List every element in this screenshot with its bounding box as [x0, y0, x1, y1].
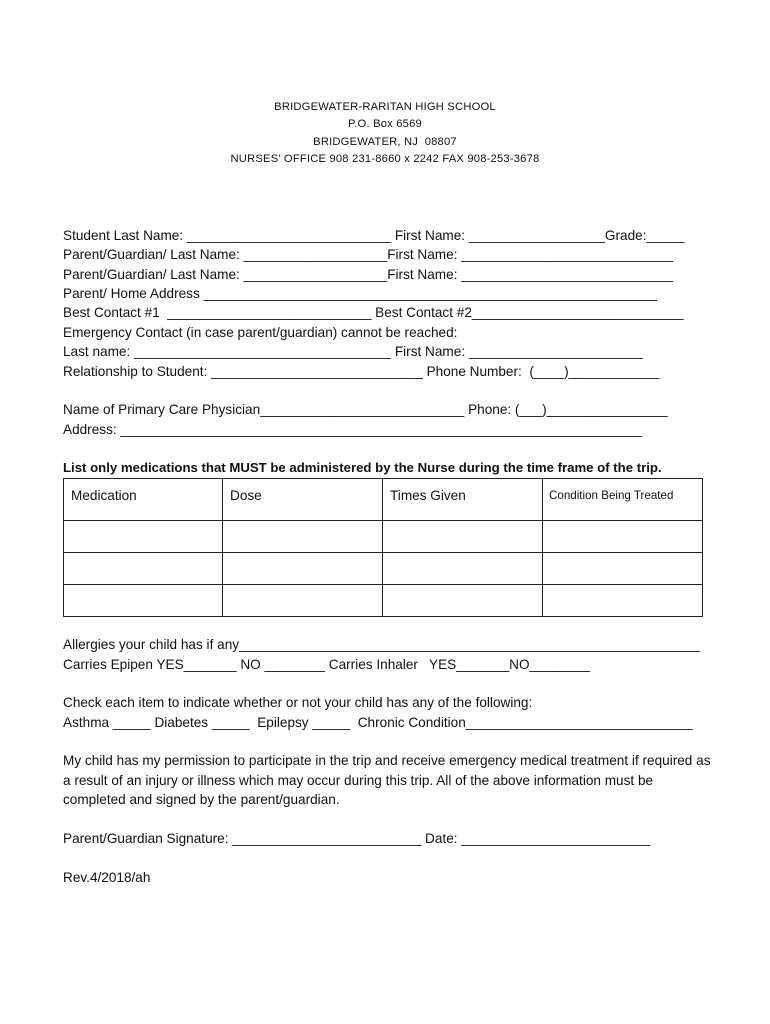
letterhead [0, 99, 770, 169]
po-box: P.O. Box 6569 [348, 118, 422, 131]
emergency-name-line[interactable]: Last name: __________________________________ First Name: _______________________ [63, 344, 643, 359]
table-cell[interactable] [383, 521, 543, 553]
table-cell[interactable] [543, 521, 703, 553]
revision-note: Rev.4/2018/ah [63, 870, 151, 885]
physician-line[interactable]: Name of Primary Care Physician___________________________ Phone: (___)________________ [63, 402, 668, 417]
column-header-dose [223, 479, 383, 521]
permission-statement: My child has my permission to participate in the trip and receive emergency medical treatment if required as a result of an injury or illness which may occur during this trip. All of the above information must be completed and signed by the parent/guardian. [63, 753, 711, 807]
column-header-medication [64, 479, 223, 521]
allergies-line[interactable]: Allergies your child has if any_____________________________________________________________ [63, 637, 701, 652]
table-cell[interactable] [64, 553, 223, 585]
table-cell[interactable] [543, 585, 703, 617]
signature-date-line[interactable]: Parent/Guardian Signature: _________________________ Date: _________________________ [63, 831, 651, 846]
table-row [64, 521, 703, 553]
table-cell[interactable] [383, 553, 543, 585]
home-address-line[interactable]: Parent/ Home Address ____________________________________________________________ [63, 286, 658, 301]
table-cell[interactable] [543, 553, 703, 585]
medication-table [63, 478, 703, 617]
table-cell[interactable] [64, 585, 223, 617]
table-cell[interactable] [223, 585, 383, 617]
column-header-condition [543, 479, 703, 521]
nurse-office-contact: NURSES’ OFFICE 908 231-8660 x 2242 FAX 908-253-3678 [230, 153, 540, 166]
table-cell[interactable] [383, 585, 543, 617]
table-cell[interactable] [223, 553, 383, 585]
parent1-name-line[interactable]: Parent/Guardian/ Last Name: ___________________First Name: ____________________________ [63, 247, 673, 262]
medication-table-header [64, 479, 703, 521]
table-cell[interactable] [64, 521, 223, 553]
column-label: Medication [71, 488, 137, 503]
column-label: Condition Being Treated [549, 489, 674, 502]
emergency-contact-label: Emergency Contact (in case parent/guardian) cannot be reached: [63, 325, 458, 340]
medication-instruction: List only medications that MUST be administered by the Nurse during the time frame of the trip. [63, 460, 662, 475]
column-header-times-given [383, 479, 543, 521]
epipen-inhaler-line[interactable]: Carries Epipen YES_______ NO ________ Carries Inhaler YES_______NO________ [63, 657, 590, 672]
parent2-name-line[interactable]: Parent/Guardian/ Last Name: ___________________First Name: ____________________________ [63, 267, 673, 282]
table-cell[interactable] [223, 521, 383, 553]
table-row [64, 553, 703, 585]
conditions-checklist[interactable]: Asthma _____ Diabetes _____ Epilepsy _____ Chronic Condition______________________________ [63, 715, 693, 730]
column-label: Times Given [390, 488, 466, 503]
best-contact-line[interactable]: Best Contact #1 ___________________________ Best Contact #2____________________________ [63, 305, 684, 320]
school-name: BRIDGEWATER-RARITAN HIGH SCHOOL [274, 101, 496, 113]
column-label: Dose [230, 488, 262, 503]
physician-address-line[interactable]: Address: _____________________________________________________________________ [63, 422, 643, 437]
relationship-phone-line[interactable]: Relationship to Student: ____________________________ Phone Number: (____)____________ [63, 364, 660, 379]
city-state-zip: BRIDGEWATER, NJ 08807 [313, 135, 457, 148]
conditions-instruction: Check each item to indicate whether or not your child has any of the following: [63, 695, 533, 710]
student-name-line[interactable]: Student Last Name: ___________________________ First Name: __________________Grade:_____ [63, 228, 685, 243]
table-row [64, 585, 703, 617]
